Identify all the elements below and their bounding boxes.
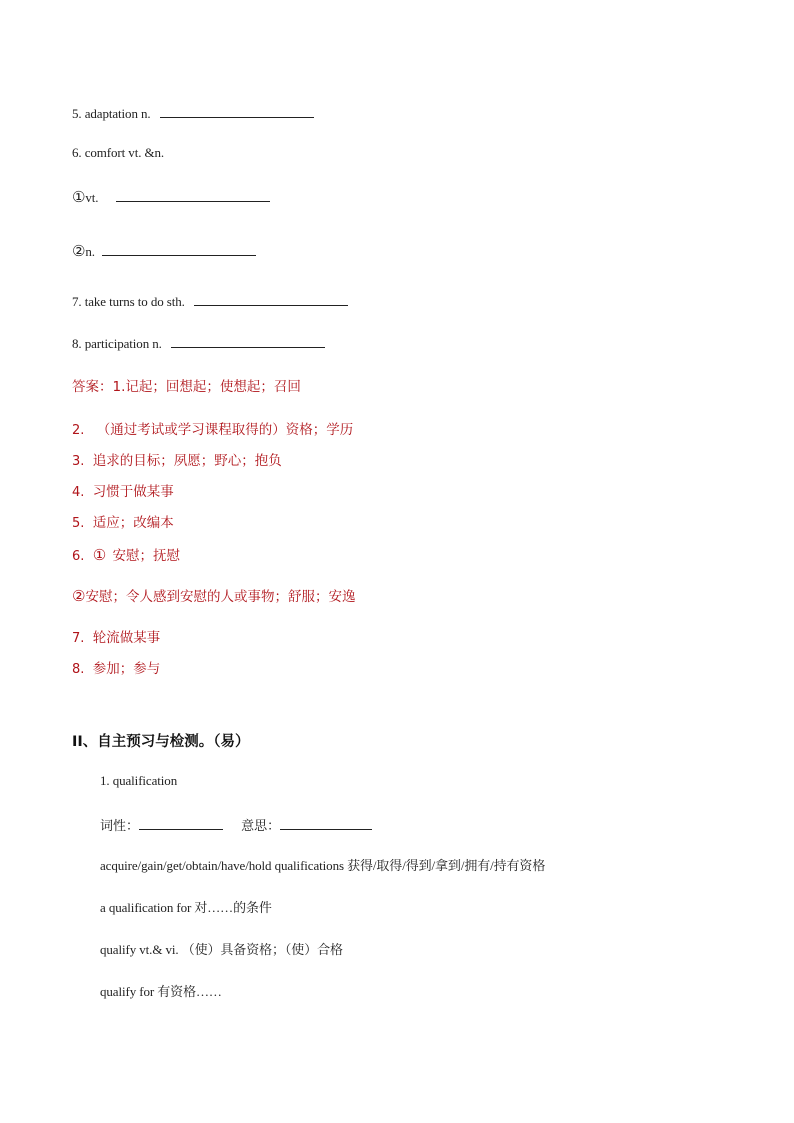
section-word: 1. qualification (100, 773, 178, 788)
answer-6b (72, 585, 355, 605)
meaning-blank[interactable] (280, 816, 372, 830)
answer-blank[interactable] (194, 292, 348, 306)
answer-text: 习惯于做某事 (92, 484, 174, 500)
pos-blank[interactable] (139, 816, 223, 830)
vocab-item-text: 7. take turns to do sth. (72, 294, 185, 309)
vocab-item-text: n. (85, 244, 95, 259)
answer-5 (72, 511, 174, 531)
pos-label: 词性： (100, 819, 140, 834)
answer-number: 4. (72, 485, 85, 500)
answer-8 (72, 657, 160, 677)
meaning-label: 意思： (241, 819, 281, 834)
vocab-item-text: 6. comfort vt. &n. (72, 145, 165, 160)
vocab-item-8 (72, 334, 325, 352)
answer-blank[interactable] (116, 188, 270, 202)
vocab-item-6b (72, 242, 256, 260)
answer-blank[interactable] (102, 242, 256, 256)
vocab-item-text: vt. (85, 190, 99, 205)
phrase-text: a qualification for 对……的条件 (100, 900, 272, 915)
answer-text: 追求的目标；夙愿；野心；抱负 (92, 453, 282, 469)
answer-blank[interactable] (160, 104, 314, 118)
answer-number: 2. (72, 423, 85, 438)
vocab-item-7 (72, 292, 348, 310)
answer-blank[interactable] (171, 334, 325, 348)
answer-text: 记起；回想起；使想起；召回 (125, 379, 301, 395)
answer-number: 3. (72, 454, 85, 469)
vocab-item-text: 5. adaptation n. (72, 106, 151, 121)
phrase-1 (100, 855, 545, 874)
answer-text: 轮流做某事 (92, 630, 161, 646)
answer-number: 8. (72, 662, 85, 677)
answer-text: 安慰；抚慰 (112, 548, 180, 564)
circled-one-marker: ① (92, 546, 107, 564)
phrase-text: qualify vt.& vi. （使）具备资格；（使）合格 (100, 942, 343, 957)
answer-4 (72, 480, 174, 500)
phrase-text: acquire/gain/get/obtain/have/hold qualifications 获得/取得/得到/拿到/拥有/持有资格 (100, 858, 546, 873)
answer-text: （通过考试或学习课程取得的）资格；学历 (96, 422, 354, 438)
phrase-3 (100, 939, 343, 958)
answer-text: 参加；参与 (92, 661, 161, 677)
answer-number: 6. (72, 549, 85, 564)
answer-2 (72, 418, 353, 438)
answer-number: 1. (112, 379, 126, 395)
answer-number: 5. (72, 516, 85, 531)
circled-one-marker: ① (72, 188, 86, 206)
circled-two-marker: ② (72, 242, 86, 260)
vocab-item-5 (72, 104, 314, 122)
answer-text: 安慰；令人感到安慰的人或事物；舒服；安逸 (85, 589, 356, 605)
answer-number: 7. (72, 631, 85, 646)
answer-3 (72, 449, 282, 469)
phrase-2 (100, 897, 272, 916)
vocab-item-6 (72, 145, 164, 161)
answers-label: 答案： (72, 379, 113, 395)
answer-7 (72, 626, 160, 646)
answer-6 (72, 544, 180, 564)
answer-1 (72, 375, 301, 395)
circled-two-marker: ② (72, 587, 86, 605)
vocab-item-6a (72, 188, 270, 206)
section-heading: II、自主预习与检测。（易） (72, 734, 250, 750)
answer-text: 适应；改编本 (92, 515, 174, 531)
vocab-item-text: 8. participation n. (72, 336, 162, 351)
phrase-4 (100, 981, 222, 1000)
phrase-text: qualify for 有资格…… (100, 984, 222, 999)
pos-meaning-row (100, 815, 372, 834)
